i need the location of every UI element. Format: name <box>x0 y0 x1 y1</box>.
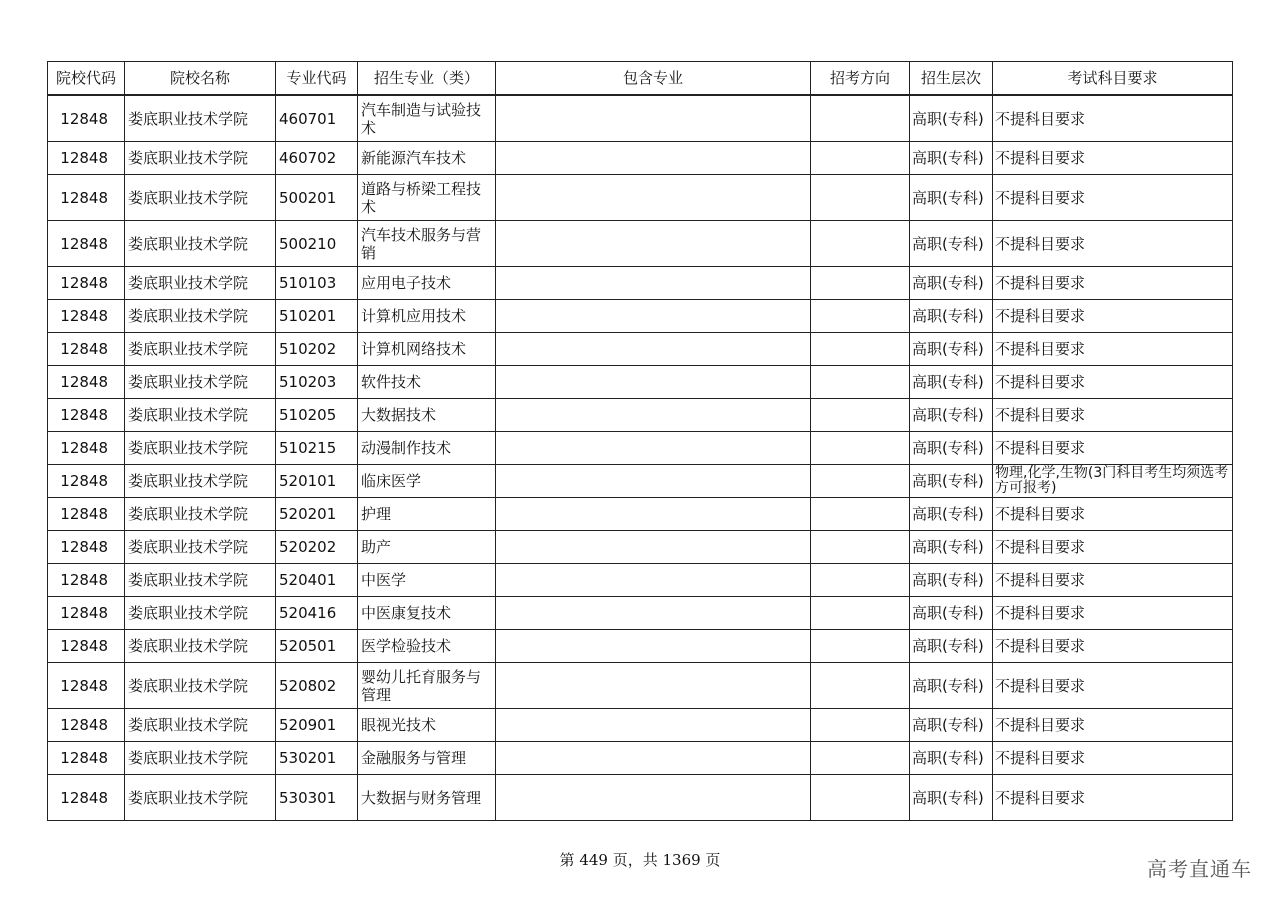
level-cell: 高职(专科) <box>910 175 993 221</box>
table-row <box>48 142 1233 175</box>
header-major-code: 专业代码 <box>276 62 358 96</box>
school-code-cell: 12848 <box>48 597 125 630</box>
header-level: 招生层次 <box>910 62 993 96</box>
requirement-cell: 不提科目要求 <box>993 95 1233 142</box>
requirement-cell: 不提科目要求 <box>993 175 1233 221</box>
school-code-cell: 12848 <box>48 366 125 399</box>
major-code-cell: 530201 <box>276 742 358 775</box>
direction-cell <box>811 432 910 465</box>
table-row <box>48 95 1233 142</box>
school-code-cell: 12848 <box>48 531 125 564</box>
major-cell: 道路与桥梁工程技术 <box>358 175 496 221</box>
major-code-cell: 500210 <box>276 221 358 267</box>
major-code-cell: 520501 <box>276 630 358 663</box>
direction-cell <box>811 175 910 221</box>
major-code-cell: 520202 <box>276 531 358 564</box>
direction-cell <box>811 399 910 432</box>
major-code-cell: 530301 <box>276 775 358 821</box>
school-code-cell: 12848 <box>48 300 125 333</box>
major-cell: 新能源汽车技术 <box>358 142 496 175</box>
major-code-cell: 510215 <box>276 432 358 465</box>
major-code-cell: 520101 <box>276 465 358 498</box>
included-cell <box>496 300 811 333</box>
major-code-cell: 510202 <box>276 333 358 366</box>
school-name-cell: 娄底职业技术学院 <box>125 531 276 564</box>
school-name-cell: 娄底职业技术学院 <box>125 498 276 531</box>
included-cell <box>496 399 811 432</box>
major-cell: 婴幼儿托育服务与管理 <box>358 663 496 709</box>
school-name-cell: 娄底职业技术学院 <box>125 366 276 399</box>
major-cell: 汽车技术服务与营销 <box>358 221 496 267</box>
level-cell: 高职(专科) <box>910 775 993 821</box>
school-name-cell: 娄底职业技术学院 <box>125 465 276 498</box>
requirement-cell: 不提科目要求 <box>993 142 1233 175</box>
major-code-cell: 520802 <box>276 663 358 709</box>
level-cell: 高职(专科) <box>910 742 993 775</box>
included-cell <box>496 775 811 821</box>
school-code-cell: 12848 <box>48 432 125 465</box>
school-name-cell: 娄底职业技术学院 <box>125 775 276 821</box>
school-name-cell: 娄底职业技术学院 <box>125 175 276 221</box>
requirement-cell: 不提科目要求 <box>993 597 1233 630</box>
direction-cell <box>811 597 910 630</box>
school-name-cell: 娄底职业技术学院 <box>125 333 276 366</box>
table-row <box>48 531 1233 564</box>
requirement-cell: 不提科目要求 <box>993 333 1233 366</box>
direction-cell <box>811 775 910 821</box>
requirement-cell: 不提科目要求 <box>993 366 1233 399</box>
table-row <box>48 333 1233 366</box>
major-cell: 大数据技术 <box>358 399 496 432</box>
level-cell: 高职(专科) <box>910 399 993 432</box>
major-cell: 护理 <box>358 498 496 531</box>
major-cell: 眼视光技术 <box>358 709 496 742</box>
direction-cell <box>811 333 910 366</box>
table-row <box>48 465 1233 498</box>
level-cell: 高职(专科) <box>910 663 993 709</box>
header-school-code: 院校代码 <box>48 62 125 96</box>
school-name-cell: 娄底职业技术学院 <box>125 630 276 663</box>
requirement-cell: 不提科目要求 <box>993 267 1233 300</box>
school-code-cell: 12848 <box>48 564 125 597</box>
level-cell: 高职(专科) <box>910 95 993 142</box>
included-cell <box>496 709 811 742</box>
table-row <box>48 630 1233 663</box>
included-cell <box>496 630 811 663</box>
major-cell: 金融服务与管理 <box>358 742 496 775</box>
included-cell <box>496 267 811 300</box>
included-cell <box>496 742 811 775</box>
level-cell: 高职(专科) <box>910 531 993 564</box>
direction-cell <box>811 300 910 333</box>
direction-cell <box>811 366 910 399</box>
school-code-cell: 12848 <box>48 221 125 267</box>
requirement-cell: 不提科目要求 <box>993 709 1233 742</box>
major-cell: 助产 <box>358 531 496 564</box>
table-row <box>48 267 1233 300</box>
table-row <box>48 221 1233 267</box>
level-cell: 高职(专科) <box>910 498 993 531</box>
major-code-cell: 510205 <box>276 399 358 432</box>
included-cell <box>496 221 811 267</box>
direction-cell <box>811 630 910 663</box>
level-cell: 高职(专科) <box>910 465 993 498</box>
table-row <box>48 175 1233 221</box>
direction-cell <box>811 742 910 775</box>
included-cell <box>496 465 811 498</box>
major-code-cell: 520401 <box>276 564 358 597</box>
header-included: 包含专业 <box>496 62 811 96</box>
table-row <box>48 399 1233 432</box>
level-cell: 高职(专科) <box>910 142 993 175</box>
major-code-cell: 460701 <box>276 95 358 142</box>
major-cell: 医学检验技术 <box>358 630 496 663</box>
table-row <box>48 709 1233 742</box>
direction-cell <box>811 142 910 175</box>
included-cell <box>496 432 811 465</box>
header-major: 招生专业（类） <box>358 62 496 96</box>
direction-cell <box>811 267 910 300</box>
school-name-cell: 娄底职业技术学院 <box>125 742 276 775</box>
direction-cell <box>811 498 910 531</box>
major-code-cell: 510103 <box>276 267 358 300</box>
school-code-cell: 12848 <box>48 465 125 498</box>
included-cell <box>496 498 811 531</box>
header-requirement: 考试科目要求 <box>993 62 1233 96</box>
level-cell: 高职(专科) <box>910 300 993 333</box>
school-code-cell: 12848 <box>48 267 125 300</box>
major-cell: 动漫制作技术 <box>358 432 496 465</box>
school-name-cell: 娄底职业技术学院 <box>125 399 276 432</box>
header-row <box>48 62 1233 96</box>
direction-cell <box>811 709 910 742</box>
direction-cell <box>811 531 910 564</box>
direction-cell <box>811 95 910 142</box>
included-cell <box>496 663 811 709</box>
level-cell: 高职(专科) <box>910 630 993 663</box>
major-cell: 计算机网络技术 <box>358 333 496 366</box>
major-code-cell: 520201 <box>276 498 358 531</box>
major-cell: 软件技术 <box>358 366 496 399</box>
requirement-cell: 不提科目要求 <box>993 564 1233 597</box>
level-cell: 高职(专科) <box>910 366 993 399</box>
school-code-cell: 12848 <box>48 333 125 366</box>
school-name-cell: 娄底职业技术学院 <box>125 142 276 175</box>
table-row <box>48 597 1233 630</box>
requirement-cell: 不提科目要求 <box>993 630 1233 663</box>
requirement-cell: 不提科目要求 <box>993 300 1233 333</box>
school-code-cell: 12848 <box>48 95 125 142</box>
direction-cell <box>811 564 910 597</box>
major-cell: 应用电子技术 <box>358 267 496 300</box>
major-cell: 计算机应用技术 <box>358 300 496 333</box>
school-code-cell: 12848 <box>48 775 125 821</box>
major-cell: 中医康复技术 <box>358 597 496 630</box>
school-code-cell: 12848 <box>48 142 125 175</box>
major-code-cell: 510203 <box>276 366 358 399</box>
page-number: 第 449 页，共 1369 页 <box>559 851 721 869</box>
table-row <box>48 300 1233 333</box>
included-cell <box>496 597 811 630</box>
requirement-cell: 不提科目要求 <box>993 498 1233 531</box>
included-cell <box>496 142 811 175</box>
major-code-cell: 520416 <box>276 597 358 630</box>
major-cell: 汽车制造与试验技术 <box>358 95 496 142</box>
major-code-cell: 460702 <box>276 142 358 175</box>
school-name-cell: 娄底职业技术学院 <box>125 564 276 597</box>
requirement-cell: 不提科目要求 <box>993 432 1233 465</box>
included-cell <box>496 175 811 221</box>
school-name-cell: 娄底职业技术学院 <box>125 663 276 709</box>
school-code-cell: 12848 <box>48 175 125 221</box>
level-cell: 高职(专科) <box>910 432 993 465</box>
table-row <box>48 742 1233 775</box>
included-cell <box>496 531 811 564</box>
school-name-cell: 娄底职业技术学院 <box>125 432 276 465</box>
admissions-table <box>47 61 1233 821</box>
level-cell: 高职(专科) <box>910 709 993 742</box>
header-direction: 招考方向 <box>811 62 910 96</box>
requirement-cell: 不提科目要求 <box>993 399 1233 432</box>
table-row <box>48 775 1233 821</box>
major-cell: 大数据与财务管理 <box>358 775 496 821</box>
school-name-cell: 娄底职业技术学院 <box>125 95 276 142</box>
level-cell: 高职(专科) <box>910 221 993 267</box>
table-row <box>48 564 1233 597</box>
table-row <box>48 432 1233 465</box>
major-cell: 中医学 <box>358 564 496 597</box>
level-cell: 高职(专科) <box>910 597 993 630</box>
school-code-cell: 12848 <box>48 498 125 531</box>
requirement-cell: 不提科目要求 <box>993 221 1233 267</box>
requirement-cell: 不提科目要求 <box>993 742 1233 775</box>
direction-cell <box>811 221 910 267</box>
school-name-cell: 娄底职业技术学院 <box>125 597 276 630</box>
school-name-cell: 娄底职业技术学院 <box>125 221 276 267</box>
table-row <box>48 663 1233 709</box>
included-cell <box>496 333 811 366</box>
school-code-cell: 12848 <box>48 630 125 663</box>
requirement-cell: 不提科目要求 <box>993 663 1233 709</box>
included-cell <box>496 95 811 142</box>
school-code-cell: 12848 <box>48 742 125 775</box>
major-code-cell: 510201 <box>276 300 358 333</box>
level-cell: 高职(专科) <box>910 564 993 597</box>
school-code-cell: 12848 <box>48 399 125 432</box>
header-school-name: 院校名称 <box>125 62 276 96</box>
school-code-cell: 12848 <box>48 663 125 709</box>
included-cell <box>496 564 811 597</box>
requirement-cell: 不提科目要求 <box>993 531 1233 564</box>
direction-cell <box>811 663 910 709</box>
level-cell: 高职(专科) <box>910 333 993 366</box>
school-name-cell: 娄底职业技术学院 <box>125 709 276 742</box>
school-name-cell: 娄底职业技术学院 <box>125 300 276 333</box>
watermark-text: 高考直通车 <box>1147 857 1252 881</box>
school-name-cell: 娄底职业技术学院 <box>125 267 276 300</box>
school-code-cell: 12848 <box>48 709 125 742</box>
table-row <box>48 366 1233 399</box>
major-code-cell: 520901 <box>276 709 358 742</box>
level-cell: 高职(专科) <box>910 267 993 300</box>
requirement-cell: 不提科目要求 <box>993 775 1233 821</box>
requirement-cell: 物理,化学,生物(3门科目考生均须选考方可报考) <box>993 465 1233 498</box>
table-row <box>48 498 1233 531</box>
major-cell: 临床医学 <box>358 465 496 498</box>
direction-cell <box>811 465 910 498</box>
included-cell <box>496 366 811 399</box>
major-code-cell: 500201 <box>276 175 358 221</box>
